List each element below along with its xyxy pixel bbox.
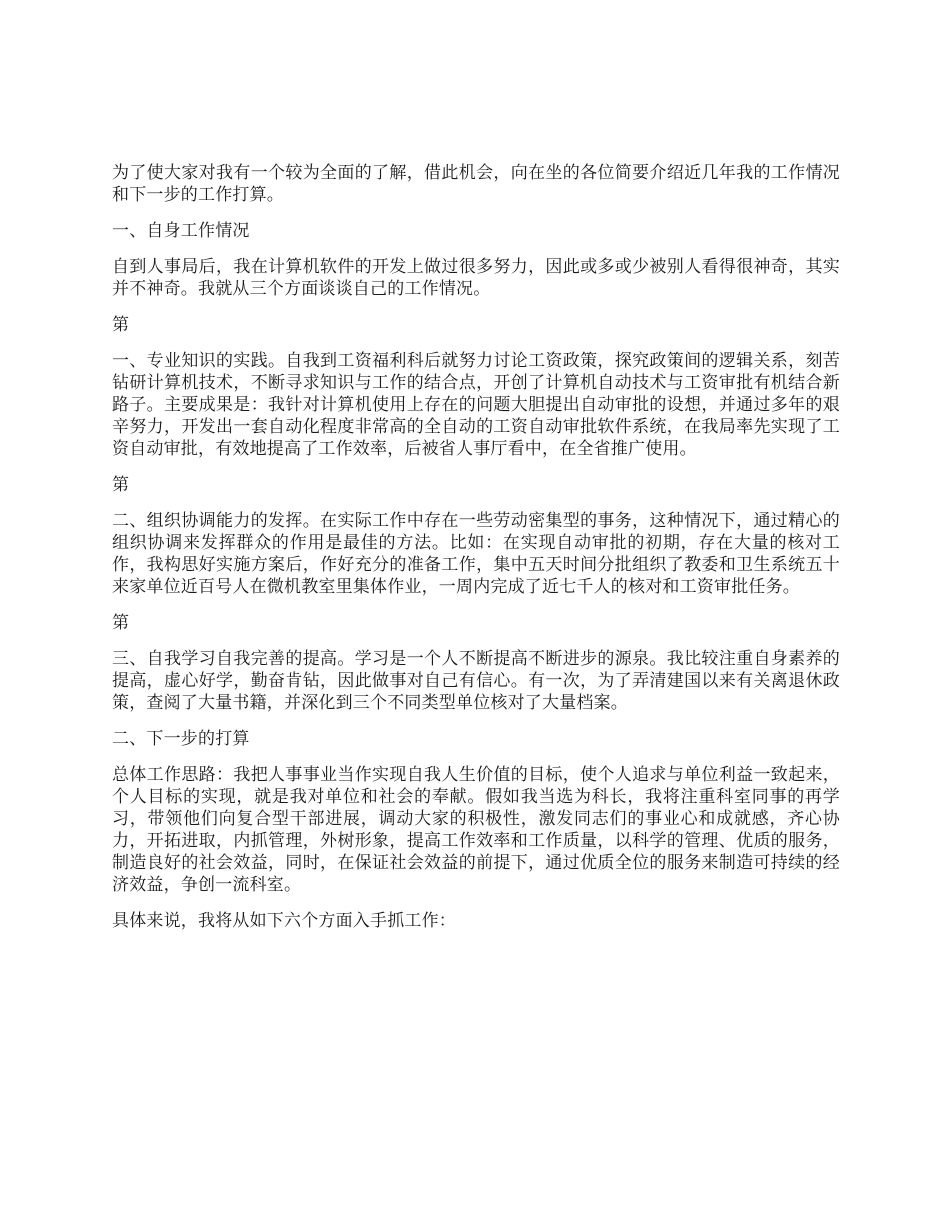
overall-plan-paragraph: 总体工作思路：我把人事事业当作实现自我人生价值的目标，使个人追求与单位利益一致起来，个人目标的实现，就是我对单位和社会的奉献。假如我当选为科长，我将注重科室同事的再学习，带领他们向复合型干部进展，调动大家的积极性，激发同志们的事业心和成就感，齐心协力，开拓进取，内抓管理，外树形象，提高工作效率和工作质量，以科学的管理、优质的服务，制造良好的社会效益，同时，在保证社会效益的前提下，通过优质全位的服务来制造可持续的经济效益，争创一流科室。 [112, 765, 840, 895]
closing-paragraph: 具体来说，我将从如下六个方面入手抓工作： [112, 911, 456, 931]
self-work-paragraph: 自到人事局后，我在计算机软件的开发上做过很多努力，因此或多或少被别人看得很神奇，其实并不神奇。我就从三个方面谈谈自己的工作情况。 [112, 257, 840, 299]
document-body [112, 162, 840, 946]
ordinal-marker: 第 [112, 315, 130, 335]
ordinal-marker: 第 [112, 613, 130, 633]
intro-paragraph: 为了使大家对我有一个较为全面的了解，借此机会，向在坐的各位简要介绍近几年我的工作情况和下一步的工作打算。 [112, 163, 840, 205]
coordination-paragraph: 二、组织协调能力的发挥。在实际工作中存在一些劳动密集型的事务，这种情况下，通过精心的组织协调来发挥群众的作用是最佳的方法。比如：在实现自动审批的初期，存在大量的核对工作，我构思好实施方案后，作好充分的准备工作，集中五天时间分批组织了教委和卫生系统五十来家单位近百号人在微机教室里集体作业，一周内完成了近七千人的核对和工资审批任务。 [112, 511, 840, 597]
professional-practice-paragraph: 一、专业知识的实践。自我到工资福利科后就努力讨论工资政策，探究政策间的逻辑关系，刻苦钻研计算机技术，不断寻求知识与工作的结合点，开创了计算机自动技术与工资审批有机结合新路子。主要成果是：我针对计算机使用上存在的问题大胆提出自动审批的设想，并通过多年的艰辛努力，开发出一套自动化程度非常高的全自动的工资自动审批软件系统，在我局率先实现了工资自动审批，有效地提高了工作效率，后被省人事厅看中，在全省推广使用。 [112, 351, 840, 459]
section-heading-next-plan: 二、下一步的打算 [112, 729, 250, 749]
self-learning-paragraph: 三、自我学习自我完善的提高。学习是一个人不断提高不断进步的源泉。我比较注重自身素养的提高，虚心好学，勤奋肯钻，因此做事对自己有信心。有一次，为了弄清建国以来有关离退休政策，查阅了大量书籍，并深化到三个不同类型单位核对了大量档案。 [112, 649, 840, 713]
ordinal-marker: 第 [112, 475, 130, 495]
section-heading-self-work: 一、自身工作情况 [112, 221, 250, 241]
